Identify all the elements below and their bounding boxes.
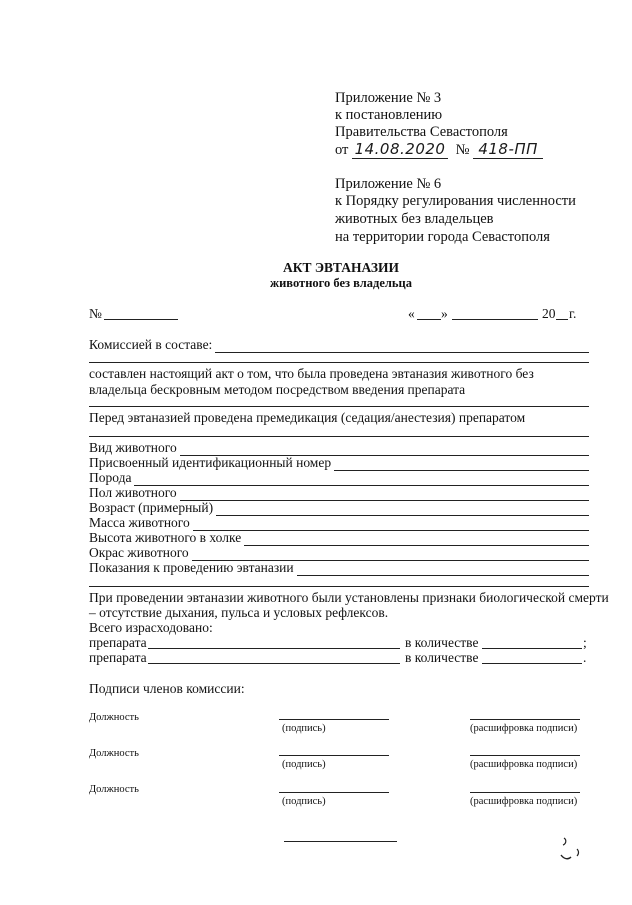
position-label: Должность <box>89 748 139 759</box>
decode-caption: (расшифровка подписи) <box>470 759 578 770</box>
drug1-amount-line <box>482 648 582 649</box>
month-line <box>452 319 538 320</box>
decode-line <box>470 755 580 756</box>
position-label: Должность <box>89 784 139 795</box>
drug2-line <box>148 663 400 664</box>
quote-open: « <box>408 306 415 321</box>
field-row <box>89 515 589 531</box>
field-line <box>297 564 589 576</box>
spent-label: Всего израсходовано: <box>89 620 213 635</box>
field-row <box>89 530 589 546</box>
decode-caption: (расшифровка подписи) <box>470 723 578 734</box>
document-subtitle: животного без владельца <box>270 276 412 290</box>
commission-label: Комиссией в составе: <box>89 337 213 352</box>
drug2-label: препарата <box>89 650 147 665</box>
signature-caption: (подпись) <box>282 759 326 770</box>
field-row <box>89 560 589 576</box>
drug-line <box>89 406 589 407</box>
signature-line <box>279 719 389 720</box>
signature-caption: (подпись) <box>282 723 326 734</box>
death-text-line1: При проведении эвтаназии животного были установлены признаки биологической смерти <box>89 590 609 605</box>
indications-line-2 <box>89 586 589 587</box>
signature-line <box>279 755 389 756</box>
handwritten-date: 14.08.2020 <box>352 140 448 159</box>
bottom-separator <box>284 841 397 842</box>
decode-caption: (расшифровка подписи) <box>470 796 578 807</box>
commission-line <box>215 341 589 353</box>
appendix2-line2: к Порядку регулирования численности <box>335 193 576 209</box>
field-label: Порода <box>89 470 132 485</box>
signature-caption: (подпись) <box>282 796 326 807</box>
appendix1-line3: Правительства Севастополя <box>335 124 508 140</box>
act-text-line2: владельца бескровным методом посредством введения препарата <box>89 382 466 397</box>
appendix2-line4: на территории города Севастополя <box>335 229 550 245</box>
year-line <box>556 319 568 320</box>
decode-line <box>470 792 580 793</box>
appendix2-line3: животных без владельцев <box>335 211 494 227</box>
act-number-label: № <box>89 306 102 321</box>
resolution-date-row <box>335 140 543 159</box>
field-label: Возраст (примерный) <box>89 500 214 515</box>
commission-line-2 <box>89 362 589 363</box>
act-text-line1: составлен настоящий акт о том, что была проведена эвтаназия животного без <box>89 366 534 381</box>
initials-mark-icon <box>558 835 584 865</box>
field-label: Пол животного <box>89 485 177 500</box>
number-label: № <box>455 142 470 158</box>
document-title: АКТ ЭВТАНАЗИИ <box>282 260 400 275</box>
field-row <box>89 545 589 561</box>
field-label: Вид животного <box>89 440 177 455</box>
field-label: Окрас животного <box>89 545 189 560</box>
handwritten-number: 418-ПП <box>473 140 543 159</box>
drug1-label: препарата <box>89 635 147 650</box>
drug2-period: . <box>583 650 587 665</box>
commission-row <box>89 337 589 353</box>
drug1-semicolon: ; <box>583 635 587 650</box>
field-label: Высота животного в холке <box>89 530 242 545</box>
field-row <box>89 440 589 456</box>
field-row <box>89 470 589 486</box>
field-label: Масса животного <box>89 515 190 530</box>
drug2-amount-label: в количестве <box>405 650 479 665</box>
act-number-line <box>104 319 178 320</box>
field-label: Присвоенный идентификационный номер <box>89 455 332 470</box>
premedication-line <box>89 436 589 437</box>
drug1-line <box>148 648 400 649</box>
drug1-amount-label: в количестве <box>405 635 479 650</box>
day-line <box>417 319 441 320</box>
date-prefix: от <box>335 142 349 158</box>
appendix1-line2: к постановлению <box>335 107 443 123</box>
year-prefix: 20 <box>542 306 556 321</box>
field-row <box>89 485 589 501</box>
appendix1-line1: Приложение № 3 <box>335 90 442 106</box>
appendix2-line1: Приложение № 6 <box>335 176 442 192</box>
death-text-line2: – отсутствие дыхания, пульса и условых рефлексов. <box>89 605 389 620</box>
signature-line <box>279 792 389 793</box>
field-label: Показания к проведению эвтаназии <box>89 560 294 575</box>
field-row <box>89 500 589 516</box>
field-row <box>89 455 589 471</box>
decode-line <box>470 719 580 720</box>
quote-close: » <box>441 306 448 321</box>
premedication-text: Перед эвтаназией проведена премедикация (седация/анестезия) препаратом <box>89 410 526 425</box>
year-suffix: г. <box>569 306 577 321</box>
position-label: Должность <box>89 712 139 723</box>
signatures-title: Подписи членов комиссии: <box>89 681 245 696</box>
drug2-amount-line <box>482 663 582 664</box>
